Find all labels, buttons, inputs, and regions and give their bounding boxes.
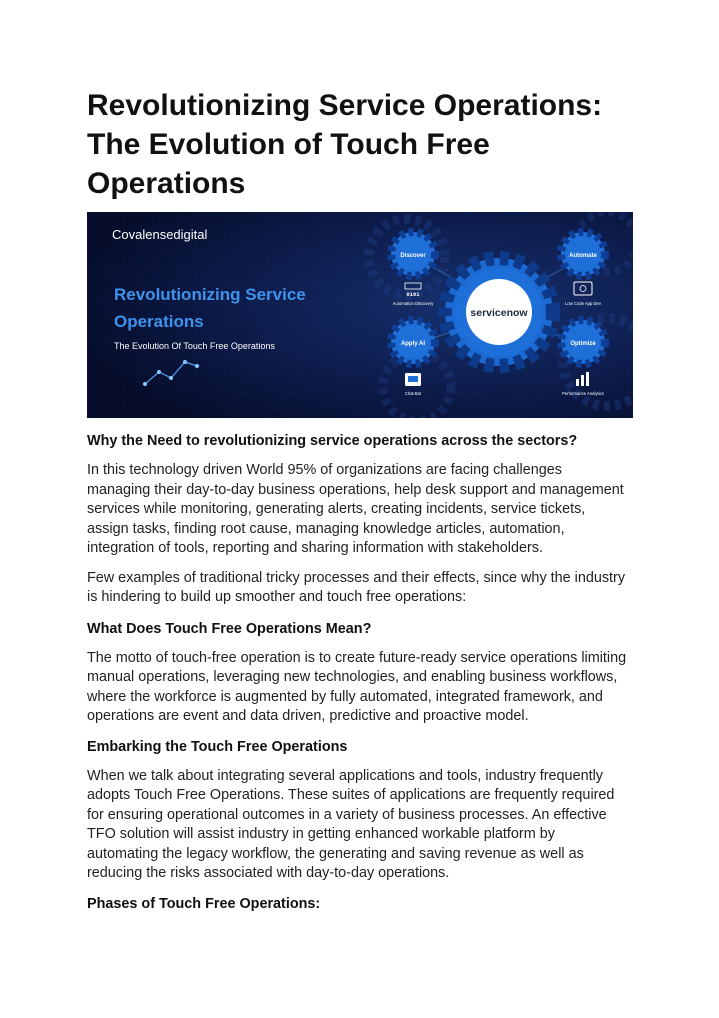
text-line: When we talk about integrating several applications and tools, industry frequently (87, 767, 603, 784)
optimize-gear-icon (561, 320, 605, 364)
text-line: integration of tools, reporting and sharing information with stakeholders. (87, 540, 543, 556)
brand-logo-text: Covalensedigital (112, 227, 208, 242)
binary-text: 0101 (406, 291, 420, 298)
section-heading-why: Why the Need to revolutionizing service operations across the sectors? (87, 433, 578, 449)
text-line: managing their day-to-day business operations, help desk support and management (87, 481, 624, 498)
text-line: for ensuring operational outcomes in a variety of business processes. An effective (87, 806, 607, 823)
paragraph-what (87, 649, 637, 727)
apply-ai-label: Apply AI (400, 341, 426, 347)
banner-headline-2: Operations (114, 312, 204, 331)
text-line: In this technology driven World 95% of organizations are facing challenges (87, 462, 562, 478)
automation-discovery-caption: Automation Discovery (392, 301, 434, 306)
discover-gear-icon (391, 232, 435, 276)
text-line: The motto of touch-free operation is to create future-ready service operations limiting (87, 649, 627, 666)
text-line: assign tasks, finding root cause, managing knowledge articles, automation, (87, 520, 565, 537)
title-line: Revolutionizing Service Operations: (87, 89, 603, 122)
text-line: operations are event and data driven, predictive and proactive model. (87, 708, 529, 724)
automate-label: Automate (569, 253, 597, 259)
banner-headline-1: Revolutionizing Service (114, 285, 306, 304)
banner-subheadline: The Evolution Of Touch Free Operations (114, 341, 275, 351)
text-line: TFO solution will assist industry in getting enhanced workable platform by (87, 826, 555, 842)
banner-graphic (87, 212, 633, 418)
paragraph-why-1 (87, 461, 637, 559)
section-heading-what: What Does Touch Free Operations Mean? (87, 620, 372, 637)
text-line: services while monitoring, generating alerts, creating incidents, service tickets, (87, 501, 586, 517)
chat-bot-caption: Chat Bot (404, 391, 422, 396)
section-heading-embarking: Embarking the Touch Free Operations (87, 738, 348, 755)
automate-gear-icon (561, 232, 605, 276)
title-line: Operations (87, 167, 246, 200)
chat-bot-icon (405, 373, 421, 386)
servicenow-logo-text: servicenow (470, 307, 528, 319)
article-body (87, 431, 637, 914)
text-line: reducing the risks associated with day-to-day operations. (87, 865, 450, 881)
text-line: adopts Touch Free Operations. These suites of applications are frequently required (87, 787, 615, 803)
text-line: is hindering to build up smoother and touch free operations: (87, 589, 467, 605)
optimize-label: Optimize (570, 341, 596, 347)
performance-analytics-caption: Performance Analytics (562, 391, 604, 396)
text-line: manual operations, leveraging new technologies, and enabling business workflows, (87, 669, 618, 685)
paragraph-embarking (87, 767, 637, 884)
text-line: automating the legacy workflow, the generating and saving revenue as well as (87, 845, 584, 862)
paragraph-why-2 (87, 569, 637, 608)
text-line: Few examples of traditional tricky processes and their effects, since why the industry (87, 569, 626, 586)
hero-banner-image (87, 212, 633, 418)
title-line: The Evolution of Touch Free (87, 128, 490, 161)
page-title (87, 86, 647, 203)
discover-label: Discover (400, 253, 426, 259)
apply-ai-gear-icon (391, 320, 435, 364)
section-heading-phases: Phases of Touch Free Operations: (87, 895, 321, 912)
low-code-app-dev-caption: Low Code App Dev (565, 301, 601, 306)
text-line: where the workforce is augmented by fully automated, integrated framework, and (87, 688, 603, 705)
servicenow-gear-icon (445, 258, 553, 366)
